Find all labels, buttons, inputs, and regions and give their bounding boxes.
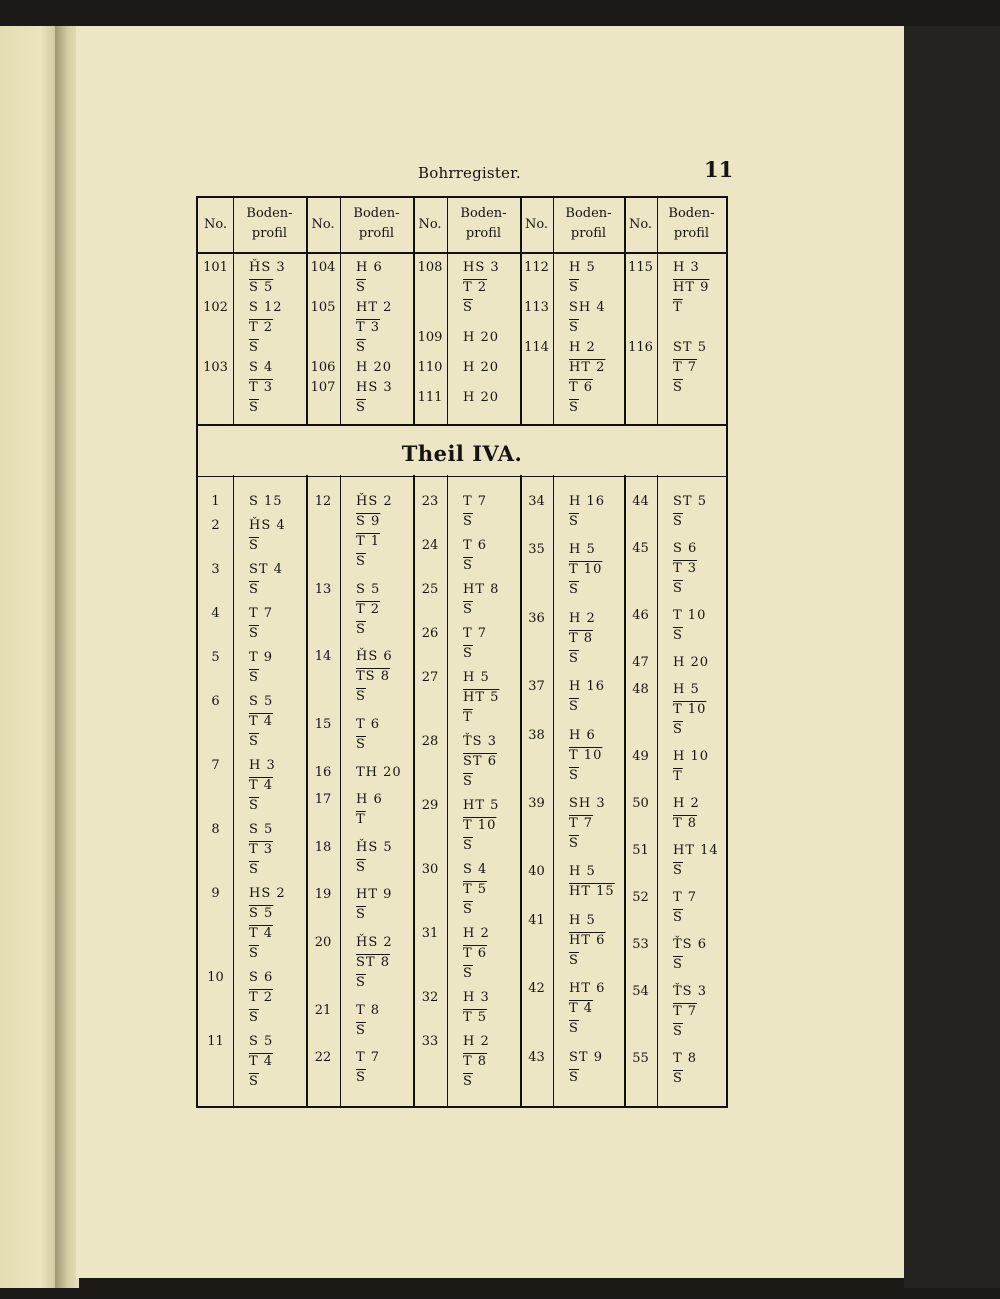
- soil-profile-layer: T 4: [249, 778, 274, 793]
- soil-profile-layer: T 8: [463, 1054, 488, 1069]
- soil-profile-layer: T 10: [569, 562, 603, 578]
- boring-number: 36: [528, 610, 545, 626]
- soil-profile-layer: T 3: [673, 561, 698, 576]
- soil-profile-layer: H 6: [356, 260, 383, 275]
- soil-profile-layer: HT 9: [673, 280, 710, 295]
- boring-number: 11: [207, 1034, 224, 1049]
- soil-profile-layer: ȞS 6: [356, 649, 393, 665]
- soil-profile-layer: T 10: [463, 818, 497, 833]
- soil-profile-layer: $\overline{S}$: [463, 646, 473, 661]
- boring-number: 19: [314, 887, 332, 903]
- soil-profile-layer: ŤS 3: [463, 734, 497, 749]
- soil-profile-layer: $\overline{S}$: [463, 838, 473, 853]
- boring-number: 3: [211, 562, 220, 577]
- soil-profile-layer: T 7: [673, 1004, 698, 1019]
- boring-number: 42: [528, 981, 545, 997]
- soil-profile-layer: H 6: [569, 727, 596, 743]
- soil-profile-layer: $\overline{S}$: [463, 966, 473, 981]
- soil-profile-layer: H 5: [569, 260, 596, 275]
- boring-number: 25: [421, 582, 439, 597]
- soil-profile-layer: $\overline{S}$: [673, 380, 683, 395]
- boring-number: 43: [528, 1049, 545, 1065]
- section-title: Theil IVA.: [401, 441, 523, 466]
- boring-number: 12: [314, 494, 332, 509]
- boring-number: 9: [211, 886, 220, 901]
- soil-profile-layer: $\overline{S}$: [249, 538, 259, 553]
- boring-number: 116: [628, 340, 653, 355]
- soil-profile-layer: T 7: [673, 890, 698, 905]
- boring-number: 24: [421, 538, 439, 553]
- soil-profile-layer: $\overline{S}$: [249, 340, 259, 355]
- soil-profile-layer: H 20: [673, 655, 710, 670]
- running-header-title: Bohrregister.: [418, 164, 521, 182]
- boring-number: 46: [632, 608, 649, 623]
- boring-number: 48: [632, 682, 649, 697]
- boring-number: 5: [211, 650, 220, 665]
- soil-profile-layer: T 6: [463, 946, 488, 961]
- soil-profile-layer: ST 4: [249, 562, 283, 577]
- soil-profile-layer: T 8: [673, 1051, 698, 1066]
- soil-profile-layer: T 7: [249, 606, 274, 621]
- boring-number: 53: [632, 937, 649, 952]
- soil-profile-layer: $\overline{S}$: [569, 952, 579, 968]
- boring-number: 40: [528, 864, 545, 880]
- soil-profile-layer: S 4: [249, 360, 274, 375]
- boring-number: 4: [211, 606, 220, 621]
- boring-number: 54: [632, 984, 649, 999]
- soil-profile-layer: ST 6: [463, 754, 497, 769]
- soil-profile-layer: HT 2: [569, 360, 606, 375]
- boring-number: 28: [421, 734, 439, 749]
- soil-profile-layer: $\overline{S}$: [569, 1069, 579, 1085]
- soil-profile-layer: T 4: [249, 1054, 274, 1069]
- soil-profile-layer: $\overline{T}$: [356, 812, 366, 828]
- column-header-no: No.: [418, 217, 442, 232]
- soil-profile-layer: $\overline{S}$: [356, 554, 366, 569]
- soil-profile-layer: T 6: [463, 538, 488, 553]
- boring-number: 51: [632, 843, 649, 858]
- boring-number: 107: [310, 380, 336, 395]
- soil-profile-layer: $\overline{S}$: [569, 280, 579, 295]
- soil-profile-layer: $\overline{S}$: [673, 910, 683, 925]
- column-rule: [624, 198, 626, 1106]
- soil-profile-layer: T 6: [356, 716, 381, 732]
- soil-profile-layer: ST 9: [569, 1049, 603, 1065]
- boring-number: 101: [203, 260, 228, 275]
- boring-number: 15: [314, 716, 332, 732]
- column-rule: [447, 198, 448, 1106]
- soil-profile-layer: HT 8: [463, 582, 500, 597]
- soil-profile-layer: H 5: [673, 682, 700, 697]
- soil-profile-layer: T 1: [356, 534, 381, 549]
- soil-profile-layer: H 20: [463, 330, 500, 345]
- boring-number: 44: [632, 494, 649, 509]
- soil-profile-layer: $\overline{S}$: [249, 946, 259, 961]
- soil-profile-layer: SH 4: [569, 300, 606, 315]
- soil-profile-layer: ST 8: [356, 955, 390, 971]
- soil-profile-layer: H 16: [569, 494, 606, 509]
- soil-profile-layer: HT 5: [463, 690, 500, 705]
- soil-profile-layer: $\overline{S}$: [249, 400, 259, 415]
- boring-number: 102: [203, 300, 228, 315]
- column-header-bodenprofil: profil: [251, 226, 288, 241]
- soil-profile-layer: T 3: [249, 842, 274, 857]
- boring-number: 52: [632, 890, 649, 905]
- soil-profile-layer: S 5: [249, 694, 274, 709]
- soil-profile-layer: $\overline{S}$: [356, 1070, 366, 1086]
- soil-profile-layer: TS 8: [356, 669, 390, 685]
- soil-profile-layer: H 20: [463, 360, 500, 375]
- column-header-no: No.: [203, 217, 228, 232]
- soil-profile-layer: $\overline{S}$: [463, 602, 473, 617]
- soil-profile-layer: ST 5: [673, 494, 707, 509]
- boring-number: 6: [211, 694, 220, 709]
- soil-profile-layer: $\overline{S}$: [569, 650, 579, 666]
- soil-profile-layer: $\overline{S}$: [356, 400, 366, 415]
- soil-profile-layer: $\overline{S}$: [356, 975, 366, 991]
- soil-profile-layer: HT 15: [569, 884, 615, 900]
- soil-profile-layer: $\overline{S}$: [673, 1071, 683, 1086]
- boring-number: 35: [528, 542, 545, 558]
- soil-profile-layer: HT 5: [463, 798, 500, 813]
- soil-profile-layer: TH 20: [356, 764, 402, 780]
- soil-profile-layer: S 5: [356, 581, 381, 597]
- boring-number: 110: [417, 360, 443, 375]
- soil-profile-layer: H 10: [673, 749, 710, 764]
- soil-profile-layer: $\overline{S}$: [569, 582, 579, 598]
- facing-page: [0, 26, 58, 1288]
- soil-profile-layer: $\overline{S}$: [569, 836, 579, 851]
- soil-profile-layer: T 3: [356, 320, 381, 335]
- soil-profile-layer: T 7: [569, 816, 594, 831]
- boring-number: 55: [632, 1051, 649, 1066]
- soil-profile-layer: $\overline{S}$: [356, 340, 366, 355]
- soil-profile-layer: H 5: [569, 864, 596, 880]
- soil-profile-layer: $\overline{S}$: [356, 859, 366, 875]
- soil-profile-layer: $\overline{S}$: [673, 957, 683, 972]
- soil-profile-layer: $\overline{S}$: [569, 767, 579, 783]
- boring-number: 26: [421, 626, 439, 641]
- column-rule: [340, 198, 341, 1106]
- soil-profile-layer: T 7: [673, 360, 698, 375]
- bohrregister-table: [196, 196, 728, 1108]
- column-header-bodenprofil: profil: [358, 226, 395, 241]
- column-rule: [233, 198, 234, 1106]
- boring-number: 20: [314, 935, 332, 951]
- boring-number: 34: [528, 494, 545, 509]
- soil-profile-layer: T 6: [569, 380, 594, 395]
- column-header-no: No.: [311, 217, 335, 232]
- soil-profile-layer: $\overline{S}$: [569, 514, 579, 529]
- soil-profile-layer: $\overline{S}$: [249, 1074, 259, 1089]
- soil-profile-layer: HT 6: [569, 932, 606, 948]
- soil-profile-layer: $\overline{S}$: [249, 670, 259, 685]
- soil-profile-layer: T 2: [249, 320, 274, 335]
- soil-profile-layer: $\overline{T}$: [673, 769, 683, 784]
- column-rule: [553, 198, 554, 1106]
- soil-profile-layer: HT 6: [569, 981, 606, 997]
- boring-number: 1: [211, 494, 220, 509]
- soil-profile-layer: H 3: [463, 990, 490, 1005]
- soil-profile-layer: T 5: [463, 882, 488, 897]
- soil-profile-layer: H 3: [673, 260, 700, 275]
- boring-number: 115: [628, 260, 653, 275]
- soil-profile-layer: H 5: [569, 542, 596, 558]
- page-number: 11: [704, 157, 734, 182]
- soil-profile-layer: $\overline{S}$: [249, 582, 259, 597]
- soil-profile-layer: $\overline{S}$: [249, 734, 259, 749]
- soil-profile-layer: SH 3: [569, 796, 606, 811]
- soil-profile-layer: ŤS 3: [673, 984, 707, 999]
- boring-number: 16: [314, 764, 332, 780]
- soil-profile-layer: $\overline{T}$: [673, 300, 683, 315]
- boring-number: 111: [417, 390, 443, 405]
- boring-number: 112: [524, 260, 549, 275]
- soil-profile-layer: H 5: [463, 670, 490, 685]
- column-header-bodenprofil: Boden-: [460, 206, 507, 221]
- soil-profile-layer: $\overline{S}$: [673, 722, 683, 737]
- boring-number: 49: [632, 749, 649, 764]
- soil-profile-layer: H 20: [463, 390, 500, 405]
- column-rule: [657, 198, 658, 1106]
- soil-profile-layer: $\overline{S}$: [249, 1010, 259, 1025]
- soil-profile-layer: T 8: [356, 1002, 381, 1018]
- column-header-bodenprofil: Boden-: [353, 206, 400, 221]
- soil-profile-layer: H 5: [569, 912, 596, 928]
- boring-number: 23: [421, 494, 439, 509]
- boring-number: 10: [207, 970, 224, 985]
- soil-profile-layer: T 4: [569, 1001, 594, 1017]
- soil-profile-layer: ȞS 4: [249, 518, 286, 533]
- soil-profile-layer: S 5: [249, 1034, 274, 1049]
- soil-profile-layer: T 8: [569, 630, 594, 646]
- soil-profile-layer: T 8: [673, 816, 698, 831]
- soil-profile-layer: T 10: [673, 702, 707, 717]
- boring-number: 21: [314, 1002, 332, 1018]
- soil-profile-layer: HT 2: [356, 300, 393, 315]
- boring-number: 32: [421, 990, 439, 1005]
- soil-profile-layer: S 9: [356, 514, 381, 529]
- boring-number: 14: [314, 649, 332, 665]
- soil-profile-layer: $\overline{S}$: [356, 907, 366, 923]
- soil-profile-layer: S 6: [673, 541, 698, 556]
- soil-profile-layer: ŤS 6: [673, 937, 707, 952]
- column-header-no: No.: [524, 217, 549, 232]
- soil-profile-layer: H 2: [463, 1034, 490, 1049]
- soil-profile-layer: $\overline{S}$: [356, 621, 366, 637]
- soil-profile-layer: H 2: [569, 340, 596, 355]
- soil-profile-layer: T 3: [249, 380, 274, 395]
- soil-profile-layer: $\overline{S}$: [673, 514, 683, 529]
- column-header-bodenprofil: profil: [673, 226, 710, 241]
- boring-number: 47: [632, 655, 649, 670]
- soil-profile-layer: T 7: [463, 626, 488, 641]
- soil-profile-layer: $\overline{T}$: [463, 710, 473, 725]
- soil-profile-layer: $\overline{S}$: [356, 736, 366, 752]
- soil-profile-layer: ȞS 5: [356, 839, 393, 855]
- soil-profile-layer: $\overline{S}$: [463, 300, 473, 315]
- boring-number: 18: [314, 839, 332, 855]
- boring-number: 30: [421, 862, 439, 877]
- soil-profile-layer: $\overline{S}$: [356, 689, 366, 705]
- soil-profile-layer: $\overline{S}$: [673, 1024, 683, 1039]
- boring-number: 103: [203, 360, 228, 375]
- soil-profile-layer: $\overline{S}$: [356, 280, 366, 295]
- soil-profile-layer: HS 3: [463, 260, 500, 275]
- soil-profile-layer: H 3: [249, 758, 276, 773]
- boring-number: 27: [421, 670, 439, 685]
- soil-profile-layer: $\overline{S}$: [673, 581, 683, 596]
- soil-profile-layer: H 16: [569, 679, 606, 695]
- soil-profile-layer: HT 9: [356, 887, 393, 903]
- column-rule: [520, 198, 522, 1106]
- boring-number: 45: [632, 541, 649, 556]
- boring-number: 22: [314, 1050, 332, 1066]
- soil-profile-layer: S 6: [249, 970, 274, 985]
- soil-profile-layer: T 2: [356, 601, 381, 617]
- soil-profile-layer: $\overline{S}$: [249, 862, 259, 877]
- boring-number: 2: [211, 518, 220, 533]
- soil-profile-layer: S 4: [463, 862, 488, 877]
- soil-profile-layer: T 4: [249, 714, 274, 729]
- boring-number: 31: [421, 926, 439, 941]
- column-header-no: No.: [628, 217, 653, 232]
- column-header-bodenprofil: Boden-: [246, 206, 293, 221]
- boring-number: 109: [417, 330, 443, 345]
- column-header-bodenprofil: Boden-: [565, 206, 612, 221]
- boring-number: 41: [528, 912, 545, 928]
- boring-number: 50: [632, 796, 649, 811]
- soil-profile-layer: T 10: [673, 608, 707, 623]
- soil-profile-layer: T 5: [463, 1010, 488, 1025]
- soil-profile-layer: H 2: [463, 926, 490, 941]
- soil-profile-layer: HS 2: [249, 886, 286, 901]
- row-rule: [198, 476, 726, 477]
- soil-profile-layer: S 12: [249, 300, 283, 315]
- soil-profile-layer: $\overline{S}$: [356, 1022, 366, 1038]
- soil-profile-layer: $\overline{S}$: [463, 514, 473, 529]
- soil-profile-layer: T 4: [249, 926, 274, 941]
- boring-number: 38: [528, 727, 545, 743]
- soil-profile-layer: T 10: [569, 747, 603, 763]
- soil-profile-layer: ST 5: [673, 340, 707, 355]
- soil-profile-layer: T 9: [249, 650, 274, 665]
- soil-profile-layer: $\overline{S}$: [569, 320, 579, 335]
- soil-profile-layer: $\overline{S}$: [463, 774, 473, 789]
- boring-number: 104: [310, 260, 336, 275]
- soil-profile-layer: H 20: [356, 360, 393, 375]
- soil-profile-layer: H 2: [569, 610, 596, 626]
- soil-profile-layer: ȞS 2: [356, 935, 393, 951]
- boring-number: 29: [421, 798, 439, 813]
- soil-profile-layer: S 5: [249, 280, 274, 295]
- boring-number: 105: [310, 300, 336, 315]
- soil-profile-layer: T 2: [249, 990, 274, 1005]
- boring-number: 108: [417, 260, 443, 275]
- soil-profile-layer: $\overline{S}$: [249, 626, 259, 641]
- soil-profile-layer: ȞS 2: [356, 494, 393, 509]
- soil-profile-layer: $\overline{S}$: [463, 902, 473, 917]
- boring-number: 37: [528, 679, 545, 695]
- soil-profile-layer: $\overline{S}$: [463, 1074, 473, 1089]
- boring-number: 39: [528, 796, 545, 811]
- soil-profile-layer: S 5: [249, 906, 274, 921]
- soil-profile-layer: $\overline{S}$: [673, 628, 683, 643]
- column-header-bodenprofil: profil: [570, 226, 607, 241]
- soil-profile-layer: H 6: [356, 792, 383, 808]
- column-header-bodenprofil: Boden-: [668, 206, 715, 221]
- soil-profile-layer: T 7: [356, 1050, 381, 1066]
- boring-number: 7: [211, 758, 220, 773]
- soil-profile-layer: $\overline{S}$: [673, 863, 683, 878]
- boring-number: 13: [314, 581, 332, 597]
- soil-profile-layer: $\overline{S}$: [249, 798, 259, 813]
- soil-profile-layer: HT 14: [673, 843, 719, 858]
- soil-profile-layer: HS 3: [356, 380, 393, 395]
- boring-number: 114: [524, 340, 549, 355]
- column-header-bodenprofil: profil: [465, 226, 502, 241]
- soil-profile-layer: $\overline{S}$: [569, 400, 579, 415]
- soil-profile-layer: S 15: [249, 494, 283, 509]
- soil-profile-layer: T 7: [463, 494, 488, 509]
- boring-number: 106: [310, 360, 336, 375]
- book-cover-edge: [904, 26, 1000, 1288]
- boring-number: 33: [421, 1034, 439, 1049]
- boring-number: 113: [524, 300, 549, 315]
- soil-profile-layer: T 2: [463, 280, 488, 295]
- soil-profile-layer: $\overline{S}$: [569, 699, 579, 715]
- boring-number: 8: [211, 822, 220, 837]
- soil-profile-layer: S 5: [249, 822, 274, 837]
- row-rule: [198, 252, 726, 254]
- soil-profile-layer: ȞS 3: [249, 260, 286, 275]
- soil-profile-layer: $\overline{S}$: [569, 1021, 579, 1037]
- boring-number: 17: [314, 792, 332, 808]
- soil-profile-layer: $\overline{S}$: [463, 558, 473, 573]
- soil-profile-layer: H 2: [673, 796, 700, 811]
